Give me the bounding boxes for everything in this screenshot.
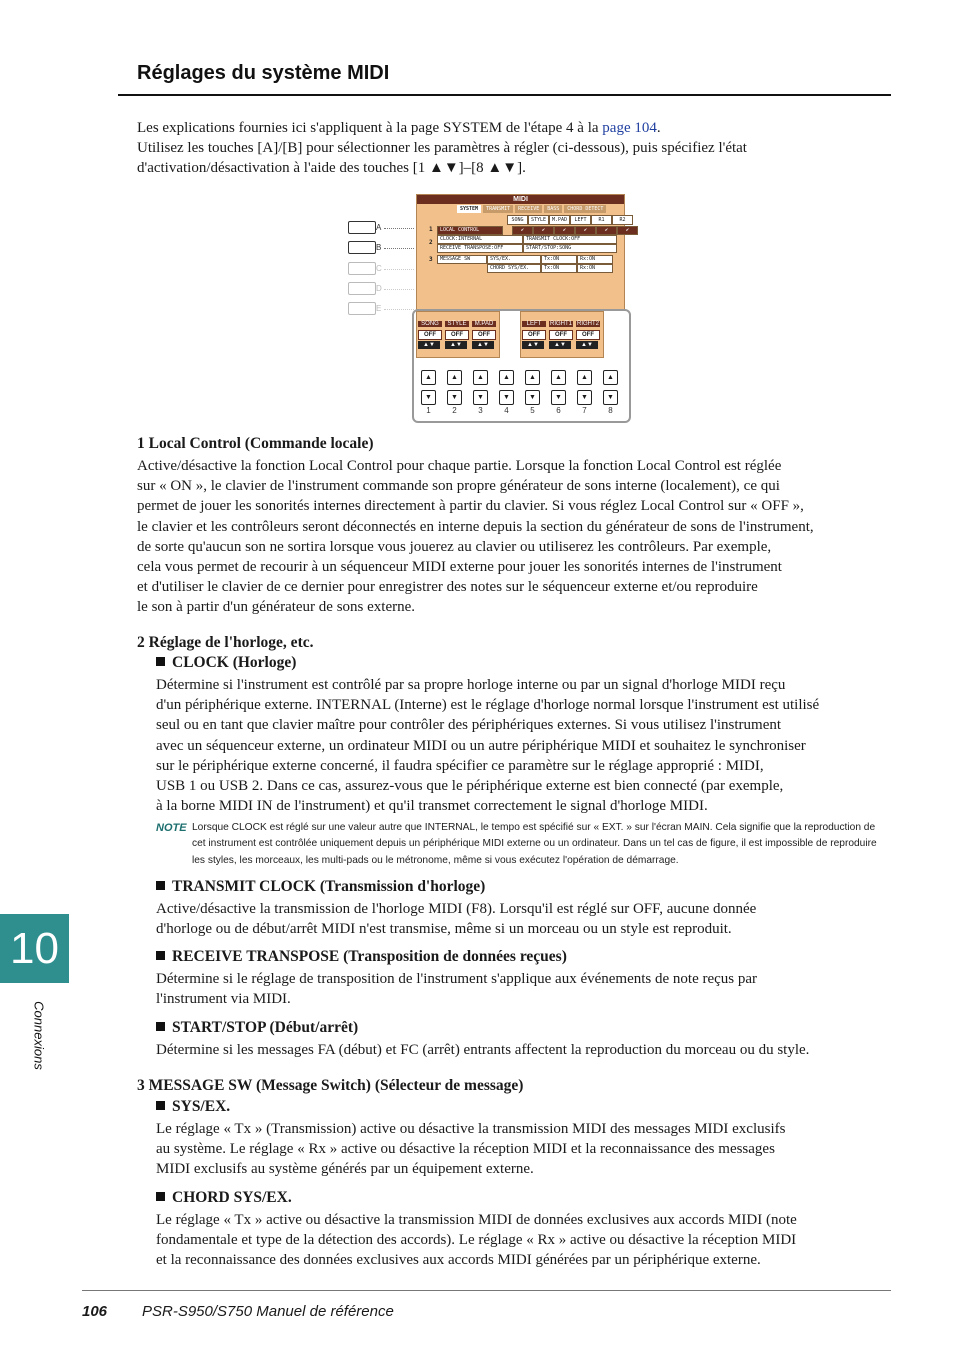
button-2-down: ▼: [447, 390, 462, 405]
subheading-chord-sysex-text: CHORD SYS/EX.: [172, 1189, 292, 1206]
text-line: Détermine si les messages FA (début) et FC (arrêt) entrants affectent la reproduction du morceau ou du style.: [156, 1042, 810, 1058]
tab-transmit: TRANSMIT: [483, 205, 513, 213]
sub-label-right1: RIGHT1: [549, 321, 572, 327]
screen-tabs: [457, 205, 606, 213]
button-5-up: ▲: [525, 370, 540, 385]
paragraph-chord-sysex: [156, 1210, 881, 1271]
text-line: avec un séquenceur externe, un ordinateur MIDI ou un autre périphérique MIDI et souhaitez le synchroniser: [156, 737, 806, 754]
note-line: cet instrument est contrôlée uniquement depuis un périphérique MIDI externe ou un ordinateur. Dans un tel cas de figure, il est impossible de reproduire: [192, 838, 877, 850]
col-left: LEFT: [570, 215, 591, 225]
row-label: CLOCK:INTERNAL: [437, 235, 523, 244]
up-down-arrows-icon: ▲▼: [472, 341, 494, 349]
heading-message-sw: 3 MESSAGE SW (Message Switch) (Sélecteur de message): [137, 1077, 524, 1094]
paragraph-clock: [156, 675, 881, 816]
sub-label-left: LEFT: [522, 321, 546, 327]
col-mpad: M.PAD: [549, 215, 570, 225]
check-icon: ✔: [596, 226, 617, 235]
intro-paragraph: [137, 118, 877, 178]
text-line: l'instrument via MIDI.: [156, 991, 291, 1008]
intro-line-3: d'activation/désactivation à l'aide des touches [1 ▲▼]–[8 ▲▼].: [137, 160, 526, 176]
page-number: 106: [82, 1303, 108, 1320]
text-line: Active/désactive la fonction Local Control pour chaque partie. Lorsque la fonction Local Control est réglée: [137, 458, 782, 474]
midi-screen-figure: [340, 194, 630, 420]
button-7-up: ▲: [577, 370, 592, 385]
button-3-down: ▼: [473, 390, 488, 405]
paragraph-sysex: [156, 1119, 881, 1180]
tab-system: SYSTEM: [457, 205, 481, 213]
button-7-down: ▼: [577, 390, 592, 405]
paragraph-transmit-clock: [156, 899, 881, 939]
check-icon: ✔: [575, 226, 596, 235]
text-line: Active/désactive la transmission de l'horloge MIDI (F8). Lorsqu'il est réglé sur OFF, aucune donnée: [156, 901, 757, 917]
note-tag: NOTE: [156, 822, 187, 834]
tab-bass: BASS: [544, 205, 562, 213]
button-number: 8: [608, 406, 613, 415]
sub-value: OFF: [472, 330, 496, 340]
intro-line-1-text: Les explications fournies ici s'appliquent à la page SYSTEM de l'étape 4 à la: [137, 120, 603, 136]
side-label-e: E: [376, 304, 382, 313]
button-8-down: ▼: [603, 390, 618, 405]
section-title: Réglages du système MIDI: [137, 62, 390, 84]
text-line: cela vous permet de recourir à un séquenceur MIDI externe pour jouer les sonorités internes de l'instrument: [137, 559, 782, 576]
row-number: 3: [429, 256, 433, 263]
screen-row-receive-transpose: [437, 244, 617, 252]
text-line: le son à partir d'un générateur de sons externe.: [137, 599, 416, 616]
square-bullet-icon: [156, 881, 165, 890]
side-label-a: A: [376, 223, 382, 232]
col-r2: R2: [612, 215, 633, 225]
subheading-receive-transpose-text: RECEIVE TRANSPOSE (Transposition de données reçues): [172, 948, 567, 965]
side-label-b: B: [376, 243, 382, 252]
side-label-d: D: [376, 284, 382, 293]
up-down-arrows-icon: ▲▼: [522, 341, 544, 349]
row-value: TRANSMIT CLOCK:OFF: [523, 235, 617, 244]
subheading-chord-sysex: [156, 1189, 292, 1207]
side-button-d: [348, 282, 376, 295]
button-4-down: ▼: [499, 390, 514, 405]
button-1-down: ▼: [421, 390, 436, 405]
heading-local-control: 1 Local Control (Commande locale): [137, 435, 374, 452]
up-down-arrows-icon: ▲▼: [549, 341, 571, 349]
subheading-clock-text: CLOCK (Horloge): [172, 654, 297, 671]
sub-value: OFF: [418, 330, 442, 340]
side-button-c: [348, 262, 376, 275]
sub-value: OFF: [445, 330, 469, 340]
tab-chord-detect: CHORD DETECT: [564, 205, 606, 213]
check-icon: ✔: [533, 226, 554, 235]
button-6-up: ▲: [551, 370, 566, 385]
button-number: 3: [478, 406, 483, 415]
row-value: SYS/EX.: [487, 255, 541, 264]
button-6-down: ▼: [551, 390, 566, 405]
square-bullet-icon: [156, 657, 165, 666]
button-number: 2: [452, 406, 457, 415]
side-button-e: [348, 302, 376, 315]
button-5-down: ▼: [525, 390, 540, 405]
row-value: CHORD SYS/EX.: [487, 264, 541, 273]
row-label: RECEIVE TRANSPOSE:OFF: [437, 244, 523, 253]
row-label: LOCAL CONTROL: [437, 226, 503, 235]
text-line: USB 1 ou USB 2. Dans ce cas, assurez-vous que le périphérique externe est bien connecté (par exemple,: [156, 778, 784, 795]
subheading-start-stop-text: START/STOP (Début/arrêt): [172, 1019, 359, 1036]
text-line: Le réglage « Tx » (Transmission) active ou désactive la transmission MIDI des messages MIDI exclusifs: [156, 1121, 786, 1137]
text-line: permet de jouer les sonorités internes directement à partir du clavier. Si vous réglez Local Control sur « OFF »,: [137, 498, 804, 515]
chapter-label: Connexions: [31, 1001, 47, 1070]
intro-line-1: [137, 118, 877, 138]
sub-value: OFF: [549, 330, 573, 340]
text-line: à la borne MIDI IN de l'instrument) et qu'il transmet correctement le signal d'horloge MIDI.: [156, 798, 708, 815]
text-line: sur le périphérique externe concerné, il faudra spécifier ce paramètre sur le réglage approprié : MIDI,: [156, 757, 764, 774]
leader-line: [384, 309, 414, 310]
lcd-screen: [416, 194, 629, 310]
button-8-up: ▲: [603, 370, 618, 385]
check-icon: ✔: [512, 226, 533, 235]
text-line: d'horloge ou de début/arrêt MIDI n'est transmise, même si un morceau ou un style est reproduit.: [156, 921, 732, 938]
row-tx: Tx:ON: [541, 255, 577, 264]
up-down-arrows-icon: ▲▼: [418, 341, 440, 349]
screen-column-headers: [507, 215, 633, 225]
sub-label-song: SONG: [418, 321, 442, 327]
button-panel: [412, 309, 631, 423]
text-line: et d'utiliser le clavier de ce dernier pour enregistrer des notes sur le séquenceur externe et/ou reproduire: [137, 579, 758, 596]
up-down-arrows-icon: ▲▼: [445, 341, 467, 349]
button-number: 4: [504, 406, 509, 415]
text-line: de sorte qu'aucun son ne sortira lorsque vous jouerez au clavier ou utiliserez les contrôleurs. Par exemple,: [137, 538, 772, 555]
page-link[interactable]: page 104: [602, 120, 657, 136]
row-rx: Rx:ON: [577, 255, 613, 264]
side-label-c: C: [376, 264, 382, 273]
row-rx: Rx:ON: [577, 264, 613, 273]
paragraph-local-control: [137, 456, 877, 618]
up-down-arrows-icon: ▲▼: [576, 341, 598, 349]
square-bullet-icon: [156, 1022, 165, 1031]
intro-line-2: Utilisez les touches [A]/[B] pour sélectionner les paramètres à régler (ci-dessous), puis spécifiez l'état: [137, 140, 747, 156]
subheading-sysex-text: SYS/EX.: [172, 1098, 231, 1115]
paragraph-receive-transpose: [156, 969, 881, 1009]
header-rule: [118, 94, 891, 96]
intro-line-1-end: .: [656, 120, 661, 136]
note-line: les styles, les morceaux, les multi-pads ou le métronome, même si vous exécutez l'opération de démarrage.: [192, 854, 679, 866]
square-bullet-icon: [156, 951, 165, 960]
subheading-transmit-clock-text: TRANSMIT CLOCK (Transmission d'horloge): [172, 878, 486, 895]
chapter-tab: 10: [0, 914, 69, 983]
button-1-up: ▲: [421, 370, 436, 385]
text-line: Détermine si l'instrument est contrôlé par sa propre horloge interne ou par un signal d'horloge MIDI reçu: [156, 677, 786, 693]
subheading-receive-transpose: [156, 948, 567, 966]
leader-line: [384, 228, 414, 229]
side-button-a: [348, 221, 376, 234]
text-line: Détermine si le réglage de transposition de l'instrument s'applique aux événements de note reçus par: [156, 971, 758, 987]
check-icon: ✔: [617, 226, 638, 235]
heading-clock-settings: 2 Réglage de l'horloge, etc.: [137, 634, 314, 651]
check-icon: ✔: [554, 226, 575, 235]
square-bullet-icon: [156, 1101, 165, 1110]
screen-title: MIDI: [417, 195, 624, 204]
sub-value: OFF: [522, 330, 546, 340]
button-4-up: ▲: [499, 370, 514, 385]
text-line: Le réglage « Tx » active ou désactive la transmission MIDI de données exclusives aux accords MIDI (note: [156, 1212, 797, 1228]
row-tx: Tx:ON: [541, 264, 577, 273]
subheading-sysex: [156, 1098, 230, 1116]
leader-line: [384, 289, 414, 290]
paragraph-start-stop: [156, 1040, 881, 1060]
square-bullet-icon: [156, 1192, 165, 1201]
col-r1: R1: [591, 215, 612, 225]
col-song: SONG: [507, 215, 528, 225]
screen-row-local-control: [437, 226, 638, 234]
button-number: 1: [426, 406, 431, 415]
text-line: le clavier et les contrôleurs seront déconnectés en interne depuis la section du générateur de sons de l'instrument,: [137, 518, 814, 535]
text-line: sur « ON », le clavier de l'instrument commande son propre générateur de sons interne (localement), ce qui: [137, 478, 780, 495]
sub-value: OFF: [576, 330, 600, 340]
subheading-start-stop: [156, 1019, 358, 1037]
button-number: 6: [556, 406, 561, 415]
text-line: MIDI exclusifs au système générés par un équipement externe.: [156, 1161, 534, 1178]
screen-row-chord-sysex: [487, 264, 613, 272]
button-number: 7: [582, 406, 587, 415]
text-line: fondamentale et type de la détection des accords). Le réglage « Rx » active ou désactive la réception MIDI: [156, 1232, 797, 1249]
text-line: et la reconnaissance des données exclusives aux accords MIDI générées par un périphérique externe.: [156, 1252, 761, 1269]
text-line: seul ou en tant que clavier maître pour contrôler des périphériques externes. Si vous utilisez l'instrument: [156, 717, 782, 734]
tab-receive: RECEIVE: [515, 205, 542, 213]
sub-label-mpad: M.PAD: [472, 321, 496, 327]
row-value: START/STOP:SONG: [523, 244, 617, 253]
sub-label-right2: RIGHT2: [576, 321, 599, 327]
note-text: [192, 820, 882, 869]
checkmarks: [512, 226, 638, 235]
col-style: STYLE: [528, 215, 549, 225]
row-number: 2: [429, 239, 433, 246]
row-number: 1: [429, 226, 433, 233]
screen-row-clock: [437, 235, 617, 243]
subheading-transmit-clock: [156, 878, 485, 896]
button-3-up: ▲: [473, 370, 488, 385]
button-number: 5: [530, 406, 535, 415]
leader-line: [384, 248, 414, 249]
leader-line: [384, 269, 414, 270]
screen-row-sysex: [437, 255, 613, 263]
text-line: au système. Le réglage « Rx » active ou désactive la réception MIDI et la reconnaissance des messages: [156, 1141, 775, 1158]
button-2-up: ▲: [447, 370, 462, 385]
note-line: Lorsque CLOCK est réglé sur une valeur autre que INTERNAL, le tempo est spécifié sur « EXT. » sur l'écran MAIN. Cela signifie que la reproduction de: [192, 822, 876, 833]
side-button-b: [348, 241, 376, 254]
footer-rule: [82, 1290, 891, 1291]
manual-title: PSR-S950/S750 Manuel de référence: [142, 1303, 394, 1320]
subheading-clock: [156, 654, 296, 672]
sub-label-style: STYLE: [445, 321, 469, 327]
text-line: d'un périphérique externe. INTERNAL (Interne) est le réglage d'horloge normal lorsque l'instrument est utilisé: [156, 697, 820, 714]
row-label: MESSAGE SW: [437, 255, 487, 264]
